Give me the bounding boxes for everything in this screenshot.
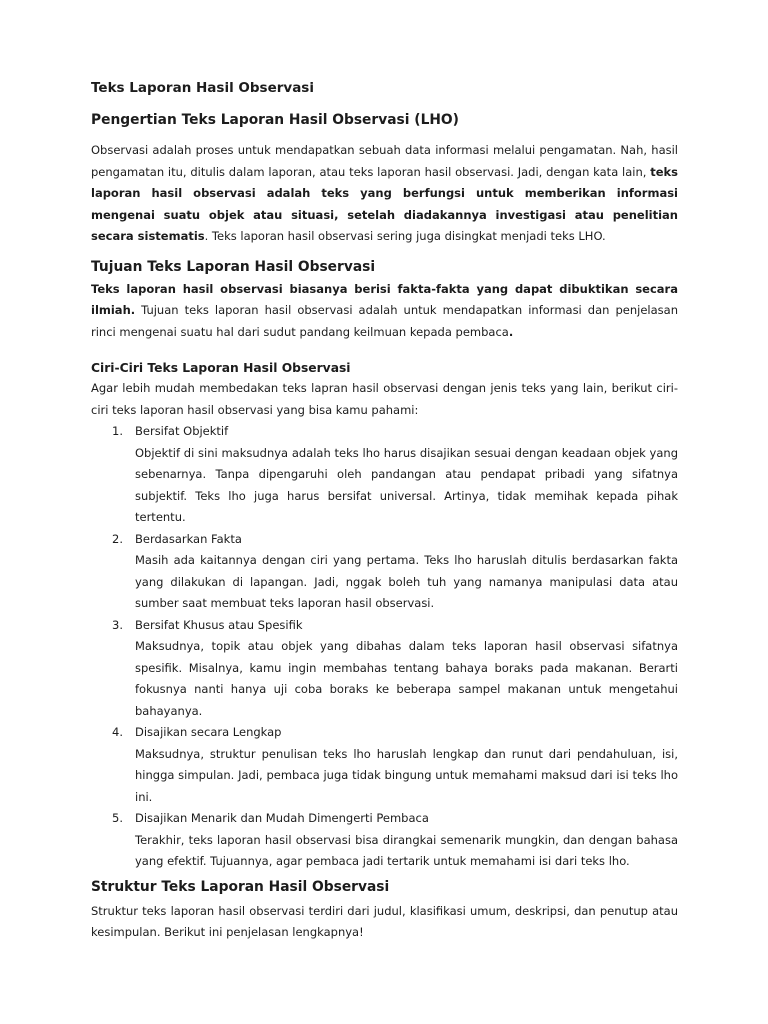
structure-heading: Struktur Teks Laporan Hasil Observasi [91,878,390,895]
list-item-number: 3. [112,617,123,632]
list-item [91,529,678,615]
list-item-title: Bersifat Khusus atau Spesifik [135,617,303,632]
document-title: Teks Laporan Hasil Observasi [91,80,314,96]
list-item-text: Maksudnya, topik atau objek yang dibahas dalam teks laporan hasil observasi sifatnya spesifik. Misalnya, kamu ingin membahas tentang bahaya boraks pada makanan. Berarti fokusnya nanti hanya uji coba boraks ke beberapa sampel makanan untuk mengetahui bahayanya. [135,639,678,718]
structure-paragraph: Struktur teks laporan hasil observasi terdiri dari judul, klasifikasi umum, deskripsi, dan penutup atau kesimpulan. Berikut ini penjelasan lengkapnya! [91,903,678,939]
definition-heading: Pengertian Teks Laporan Hasil Observasi (LHO) [91,112,459,128]
list-item [91,808,678,873]
definition-intro: Observasi adalah proses untuk mendapatkan sebuah data informasi melalui pengamatan. Nah, hasil pengamatan itu, ditulis dalam laporan, atau teks laporan hasil observasi. Jadi, dengan kata lain, [91,143,678,179]
list-item [91,421,678,529]
list-item-number: 5. [112,811,123,825]
purpose-heading: Tujuan Teks Laporan Hasil Observasi [91,258,376,275]
characteristics-heading: Ciri-Ciri Teks Laporan Hasil Observasi [91,361,351,375]
list-item-number: 2. [112,531,123,546]
list-item-title: Disajikan Menarik dan Mudah Dimengerti Pembaca [135,811,429,825]
definition-bold: teks laporan hasil observasi adalah teks yang berfungsi untuk memberikan informasi mengenai suatu objek atau situasi, setelah diadakannya investigasi atau penelitian secara sistematis [91,164,678,243]
list-item-title: Berdasarkan Fakta [135,531,242,546]
list-item-number: 4. [112,725,123,739]
characteristics-intro: Agar lebih mudah membedakan teks lapran hasil observasi dengan jenis teks yang lain, berikut ciri-ciri teks laporan hasil observasi yang bisa kamu pahami: [91,381,678,417]
list-item-title: Disajikan secara Lengkap [135,725,282,739]
purpose-rest: Tujuan teks laporan hasil observasi adalah untuk mendapatkan informasi dan penjelasan rinci mengenai suatu hal dari sudut pandang keilmuan kepada pembaca [91,303,678,339]
characteristics-list [91,421,678,873]
list-item-number: 1. [112,424,123,438]
list-item-title: Bersifat Objektif [135,424,229,438]
purpose-end: . [508,324,514,339]
document-body [91,78,678,944]
definition-paragraph [91,140,678,248]
list-item-text: Terakhir, teks laporan hasil observasi bisa dirangkai semenarik mungkin, dan dengan bahasa yang efektif. Tujuannya, agar pembaca jadi tertarik untuk memahami isi dari teks lho. [135,832,678,868]
list-item [91,615,678,723]
list-item [91,722,678,808]
list-item-text: Objektif di sini maksudnya adalah teks lho harus disajikan sesuai dengan keadaan objek yang sebenarnya. Tanpa dipengaruhi oleh pandangan atau pendapat pribadi yang sifatnya subjektif. Teks lho juga harus bersifat universal. Artinya, tidak memihak kepada pihak tertentu. [135,445,678,524]
definition-outro: . Teks laporan hasil observasi sering juga disingkat menjadi teks LHO. [204,229,606,243]
list-item-text: Maksudnya, struktur penulisan teks lho haruslah lengkap dan runut dari pendahuluan, isi, hingga simpulan. Jadi, pembaca juga tidak bingung untuk memahami maksud dari isi teks lho ini. [135,746,678,804]
list-item-text: Masih ada kaitannya dengan ciri yang pertama. Teks lho haruslah ditulis berdasarkan fakta yang dilakukan di lapangan. Jadi, nggak boleh tuh yang namanya manipulasi data atau sumber saat membuat teks laporan hasil observasi. [135,553,678,610]
purpose-bold: Teks laporan hasil observasi biasanya berisi fakta-fakta yang dapat dibuktikan secara ilmiah. [91,281,678,317]
purpose-paragraph [91,279,678,344]
